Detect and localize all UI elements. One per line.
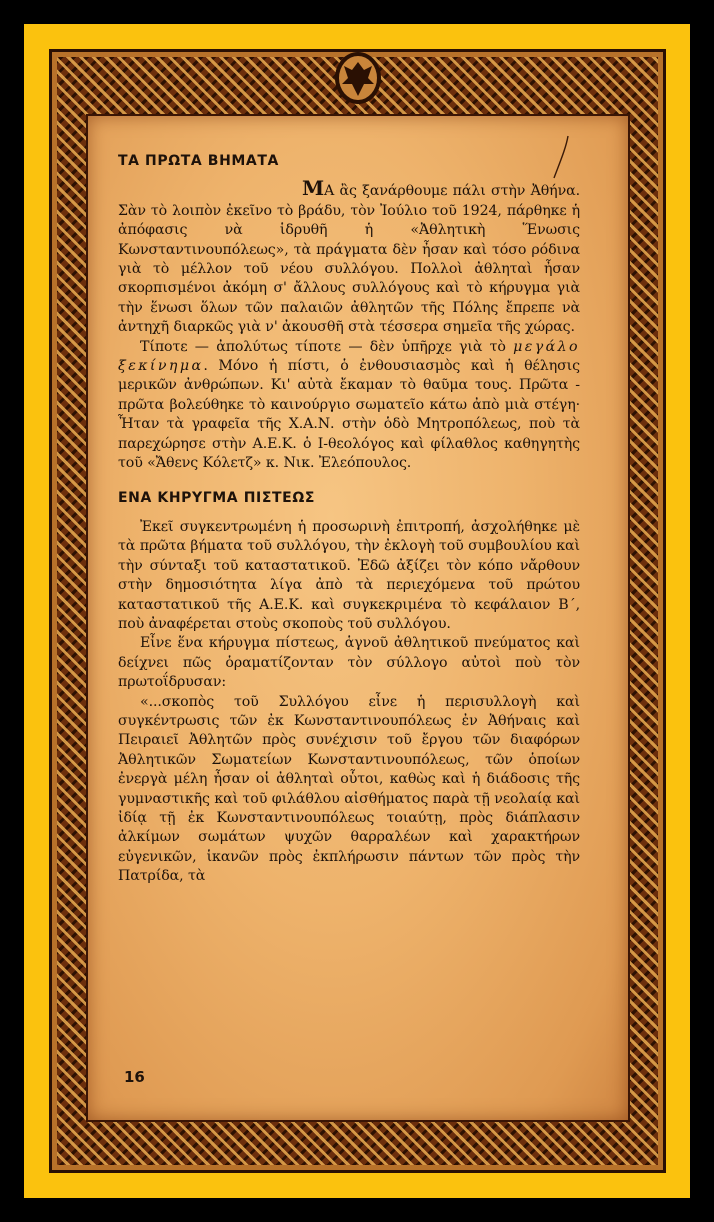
paragraph-beginning: [118, 338, 580, 474]
double-headed-eagle-icon: [333, 50, 383, 106]
spaced-emphasis: μεγάλο ξεκίνημα: [118, 338, 580, 375]
drop-cap: Μ: [302, 176, 325, 201]
section-heading-sermon-of-faith: ΕΝΑ ΚΗΡΥΓΜΑ ΠΙΣΤΕΩΣ: [118, 489, 315, 506]
paragraph-intro-text: Α ἂς ξανάρθουμε πάλι στὴν Ἀθήνα. Σὰν τὸ λοιπὸν ἐκεῖνο τὸ βράδυ, τὸν Ἰούλιο τοῦ 1924, πάρθηκε ἡ ἀπόφασις νὰ ἱδρυθῆ ἡ «Ἀθλητικὴ Ἕνωσις Κωνσταντινουπόλεως», τὰ πράγματα δὲν ἦσαν καὶ τόσο ρόδινα γιὰ τὸ μέλλον τοῦ νέου συλλόγου. Πολλοὶ ἀθληταὶ ἦσαν σκορπισμένοι ἀκόμη σ' ἄλλους συλλόγους καὶ τὸ κήρυγμα γιὰ τὴν ἕνωσι ὅλων τῶν παλαιῶν ἀθλητῶν τῆς Πόλης ἔπρεπε νὰ ἀντηχῆ διαρκῶς γιὰ ν' ἀκουσθῆ στὰ τέσσερα σημεῖα τῆς χώρας.: [118, 183, 580, 336]
paragraph-beginning-start: Τίποτε — ἀπολύτως τίποτε — δὲν ὑπῆρχε γιὰ τὸ: [140, 338, 514, 355]
paragraph-committee: Ἐκεῖ συγκεντρωμένη ἡ προσωρινὴ ἐπιτροπή, ἀσχολήθηκε μὲ τὰ πρῶτα βήματα τοῦ συλλόγου, τὴν ἐκλογὴ τοῦ συμβουλίου καὶ τὴν σύνταξι τοῦ καταστατικοῦ. Ἐδῶ ἀξίζει τὸν κόπο νἄρθουν στὴν δημοσιότητα λίγα ἀπὸ τὰ περιεχόμενα τοῦ πρώτου καταστατικοῦ τῆς Α.Ε.Κ. καὶ συγκεκριμένα τὸ κεφάλαιον Β΄, ποὺ ἀναφέρεται στοὺς σκοποὺς τοῦ συλλόγου.: [118, 518, 580, 632]
document-page: [88, 116, 628, 1120]
section-heading-first-steps: ΤΑ ΠΡΩΤΑ ΒΗΜΑΤΑ: [118, 153, 279, 169]
paragraph-beginning-end: . Μόνο ἡ πίστι, ὁ ἐνθουσιασμὸς καὶ ἡ θέλησις μερικῶν ἀνθρώπων. Κι' αὐτὰ ἔκαμαν τὸ θαῦμα τους. Πρῶτα - πρῶτα βολεύθηκε τὸ καινούργιο σωματεῖο κάτω ἀπὸ μιὰ στέγη· Ἦταν τὰ γραφεῖα τῆς Χ.Α.Ν. στὴν ὁδὸ Μητροπόλεως, ποὺ τὰ παρεχώρησε στὴν Α.Ε.Κ. ὁ Ι-θεολόγος καὶ φίλαθλος καθηγητὴς τοῦ «Ἄθενς Κόλετζ» κ. Νικ. Ἐλεόπουλος.: [118, 358, 580, 472]
paragraph-sermon: Εἶνε ἕνα κήρυγμα πίστεως, ἁγνοῦ ἀθλητικοῦ πνεύματος καὶ δείχνει πῶς ὁραματίζονταν τὸν σύλλογο αὐτοὶ ποὺ τὸν πρωτοΐδρυσαν:: [118, 635, 580, 691]
page-number: 16: [124, 1068, 145, 1086]
article-body: [118, 152, 580, 887]
charter-quote: «...σκοπὸς τοῦ Συλλόγου εἶνε ἡ περισυλλογὴ καὶ συγκέντρωσις τῶν ἐκ Κωνσταντινουπόλεως ἐν Ἀθήναις καὶ Πειραιεῖ Ἀθλητῶν πρὸς συνέχισιν τοῦ ἔργου τῶν διαφόρων Ἀθλητικῶν Σωματείων Κωνσταντινουπόλεως, τῶν ὁποίων ἐνεργὰ μέλη ἦσαν οἱ ἀθληταὶ οὗτοι, καθὼς καὶ ἡ διάδοσις τῆς γυμναστικῆς καὶ τοῦ φιλάθλου αἰσθήματος παρὰ τῇ νεολαίᾳ καὶ ἰδίᾳ τῇ ἐκ Κωνσταντινουπόλεως τοιαύτῃ, πρὸς διάπλασιν ἀλκίμων σωμάτων ψυχῶν θαρραλέων καὶ χαρακτήρων εὐγενικῶν, ἱκανῶν πρὸς ἐκπλήρωσιν πάντων τῶν πρὸς τὴν Πατρίδα, τὰ: [118, 693, 580, 885]
paragraph-intro: [118, 176, 580, 337]
